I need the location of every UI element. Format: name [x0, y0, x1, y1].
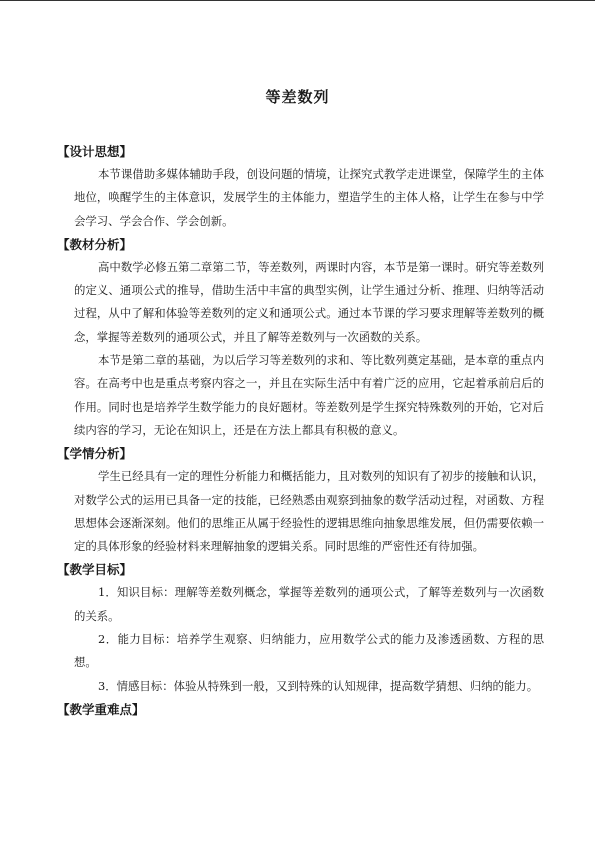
section-key-difficulties	[57, 698, 544, 721]
section-heading: 【学情分析】	[57, 446, 133, 462]
paragraph: 本节是第二章的基础，为以后学习等差数列的求和、等比数列奠定基础，是本章的重点内容。在高考中也是重点考察内容之一，并且在实际生活中有着广泛的应用，它起着承前启后的作用。同时也是培养学生数学能力的良好题材。等差数列是学生探究特殊数列的开始，它对后续内容的学习，无论在知识上，还是在方法上都具有积极的意义。	[74, 353, 544, 437]
section-heading: 【设计思想】	[57, 144, 133, 159]
section-teaching-objectives	[57, 558, 544, 697]
section-design-idea	[57, 140, 544, 233]
section-heading: 【教材分析】	[57, 236, 133, 252]
section-heading: 【教学重难点】	[57, 701, 145, 717]
section-textbook-analysis	[57, 233, 544, 442]
paragraph: 1．知识目标：理解等差数列概念，掌握等差数列的通项公式，了解等差数列与一次函数的关系。	[74, 585, 544, 623]
paragraph: 本节课借助多媒体辅助手段，创设问题的情境，让探究式教学走进课堂，保障学生的主体地位，唤醒学生的主体意识，发展学生的主体能力，塑造学生的主体人格，让学生在参与中学会学习、学会合作、学会创新。	[74, 167, 544, 228]
paragraph: 高中数学必修五第二章第二节，等差数列，两课时内容，本节是第一课时。研究等差数列的定义、通项公式的推导，借助生活中丰富的典型实例，让学生通过分析、推理、归纳等活动过程，从中了解和体验等差数列的定义和通项公式。通过本节课的学习要求理解等差数列的概念，掌握等差数列的通项公式，并且了解等差数列与一次函数的关系。	[74, 259, 544, 344]
section-student-analysis	[57, 442, 544, 558]
page-title: 等差数列	[265, 88, 330, 107]
paragraph: 2．能力目标：培养学生观察、归纳能力，应用数学公式的能力及渗透函数、方程的思想。	[74, 632, 544, 670]
paragraph: 3．情感目标：体验从特殊到一般，又到特殊的认知规律，提高数学猜想、归纳的能力。	[98, 678, 539, 693]
section-heading: 【教学目标】	[57, 562, 133, 578]
paragraph: 学生已经具有一定的理性分析能力和概括能力，且对数列的知识有了初步的接触和认识，对数学公式的运用已具备一定的技能，已经熟悉由观察到抽象的数学活动过程，对函数、方程思想体会逐渐深刻。他们的思维正从属于经验性的逻辑思维向抽象思维发展，但仍需要依赖一定的具体形象的经验材料来理解抽象的逻辑关系。同时思维的严密性还有待加强。	[74, 469, 544, 554]
page-top-rule	[0, 0, 595, 1]
document-body	[57, 140, 544, 721]
